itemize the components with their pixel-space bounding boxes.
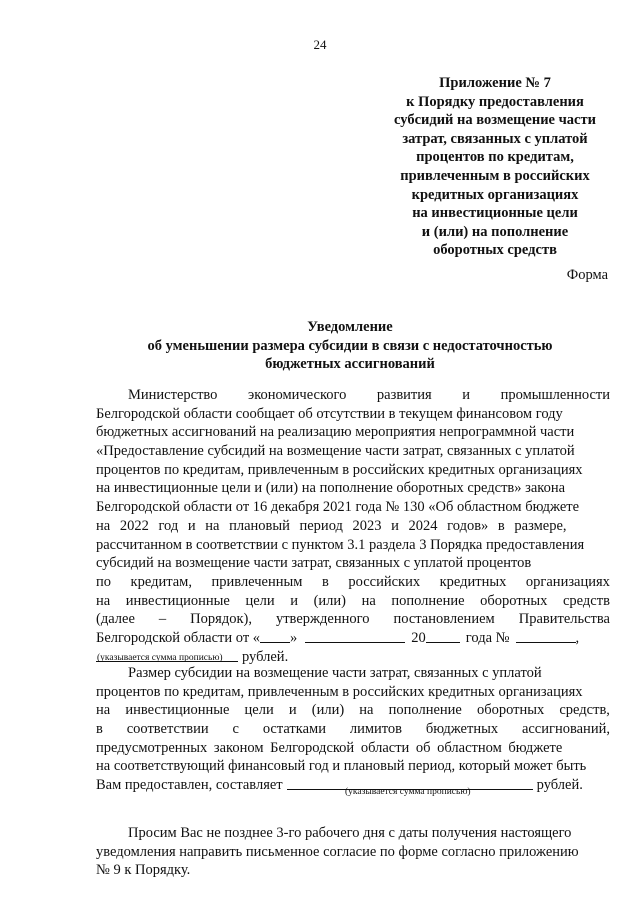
text-line: процентов по кредитам, привлеченным в российских кредитных организациях (96, 461, 583, 478)
appendix-line: к Порядку предоставления (406, 93, 584, 110)
text-line: Белгородской области от 16 декабря 2021 года № 130 «Об областном бюджете (96, 499, 580, 516)
quote-close: » (290, 629, 298, 646)
word: на (361, 592, 376, 609)
appendix-line: процентов по кредитам, (416, 149, 574, 166)
word: остатками (262, 721, 326, 738)
word: и (290, 592, 298, 609)
paragraph-subsidy-size (96, 664, 610, 795)
word: (или) (311, 702, 345, 719)
word: соответствии (126, 721, 209, 738)
comma: , (575, 629, 580, 646)
year-blank[interactable] (426, 629, 460, 643)
text-line: рассчитанном в соответствии с пунктом 3.1 раздела 3 Порядка предоставления (96, 536, 585, 553)
text-line: уведомления направить письменное согласие по форме согласно приложению (96, 843, 579, 860)
word: на (96, 702, 111, 719)
appendix-line: субсидий на возмещение части (394, 112, 596, 129)
text-line: Белгородской области сообщает об отсутствии в текущем финансовом году (96, 405, 563, 422)
word: (или) (313, 592, 346, 609)
text-line: бюджетных ассигнований на реализацию мероприятия непрограммной части (96, 424, 575, 441)
word: в (96, 721, 103, 738)
number-prefix: года № (465, 629, 510, 646)
word: развития (376, 387, 432, 403)
hint-amount-words: (указывается сумма прописью) (345, 787, 471, 797)
year-prefix: 20 (411, 629, 426, 646)
word: постановлением (393, 611, 495, 628)
word: пополнение (391, 592, 465, 609)
word: цели (245, 592, 275, 609)
word: привлеченным (211, 573, 303, 590)
text-line (96, 573, 610, 592)
word: Министерство (128, 387, 218, 403)
appendix-line: на инвестиционные цели (412, 205, 578, 222)
text-line: на 2022 год и на плановый период 2023 и 2024 годов» в размере, (96, 517, 567, 534)
form-label: Форма (566, 267, 608, 283)
word: организациях (525, 573, 610, 590)
text-line: Просим Вас не позднее 3-го рабочего дня с даты получения настоящего (128, 825, 572, 841)
document-title (0, 318, 640, 374)
rubles-label: рублей. (536, 777, 583, 794)
word: оборотных (476, 702, 545, 719)
text-line: № 9 к Порядку. (96, 862, 191, 879)
title-line: бюджетных ассигнований (265, 356, 435, 372)
word: цели (244, 702, 274, 719)
word: оборотных (480, 592, 548, 609)
text-line (96, 610, 610, 629)
word: промышленности (500, 387, 610, 403)
rubles-label: рублей. (242, 648, 289, 665)
word: и (462, 387, 471, 403)
text-line: «Предоставление субсидий на возмещение части затрат, связанных с уплатой (96, 443, 575, 460)
text-line (96, 592, 610, 611)
month-blank[interactable] (305, 629, 405, 643)
text-line: процентов по кредитам, привлеченным в российских кредитных организациях (96, 683, 583, 700)
appendix-line: и (или) на пополнение (421, 223, 569, 240)
word: и (288, 702, 297, 719)
text-line (96, 629, 610, 648)
word: средств (563, 592, 610, 609)
word: на (359, 702, 374, 719)
amount-prefix: Вам предоставлен, составляет (96, 777, 283, 794)
word: кредитам, (130, 573, 192, 590)
text-line (96, 701, 610, 720)
text-line: субсидий на возмещение части затрат, связанных с уплатой процентов (96, 555, 532, 572)
appendix-line: кредитных организациях (411, 186, 579, 203)
word: российских (348, 573, 421, 590)
appendix-line: Приложение № 7 (439, 75, 551, 91)
appendix-header (370, 74, 620, 260)
text-line (96, 720, 610, 739)
word: Правительства (518, 611, 610, 628)
text-line: на инвестиционные цели и (или) на пополнение оборотных средств» закона (96, 480, 566, 497)
text-line: на соответствующий финансовый год и плановый период, который может быть (96, 758, 587, 775)
word: пополнение (388, 702, 462, 719)
word: в (321, 573, 329, 590)
word: инвестиционные (125, 702, 230, 719)
appendix-line: привлеченным в российских (400, 167, 590, 184)
title-line: Уведомление (307, 319, 393, 335)
text-line: предусмотренных законом Белгородской области об областном бюджете (96, 739, 563, 756)
hint-amount-words: (указывается сумма прописью) (97, 653, 223, 663)
word: по (96, 573, 112, 590)
word: средств, (559, 702, 610, 719)
word: кредитных (439, 573, 507, 590)
title-line: об уменьшении размера субсидии в связи с недостаточностью (147, 337, 553, 354)
word: экономического (247, 387, 347, 403)
word: – (158, 611, 167, 628)
word: на (96, 592, 111, 609)
word: (далее (96, 611, 135, 628)
text-line (96, 386, 610, 405)
page-number: 24 (313, 37, 327, 52)
day-blank[interactable] (260, 629, 290, 643)
text-line: Размер субсидии на возмещение части затрат, связанных с уплатой (128, 665, 542, 681)
number-blank[interactable] (516, 629, 576, 643)
word: Порядок), (190, 611, 252, 628)
word: бюджетных (425, 721, 499, 738)
word: с (232, 721, 239, 738)
word: лимитов (349, 721, 403, 738)
paragraph-notification (96, 386, 610, 666)
word: инвестиционные (125, 592, 230, 609)
date-prefix: Белгородской области от « (96, 629, 261, 646)
appendix-line: затрат, связанных с уплатой (402, 130, 588, 147)
word: ассигнований, (521, 721, 610, 738)
paragraph-request (96, 824, 610, 880)
word: утвержденного (275, 611, 370, 628)
appendix-line: оборотных средств (433, 242, 557, 259)
